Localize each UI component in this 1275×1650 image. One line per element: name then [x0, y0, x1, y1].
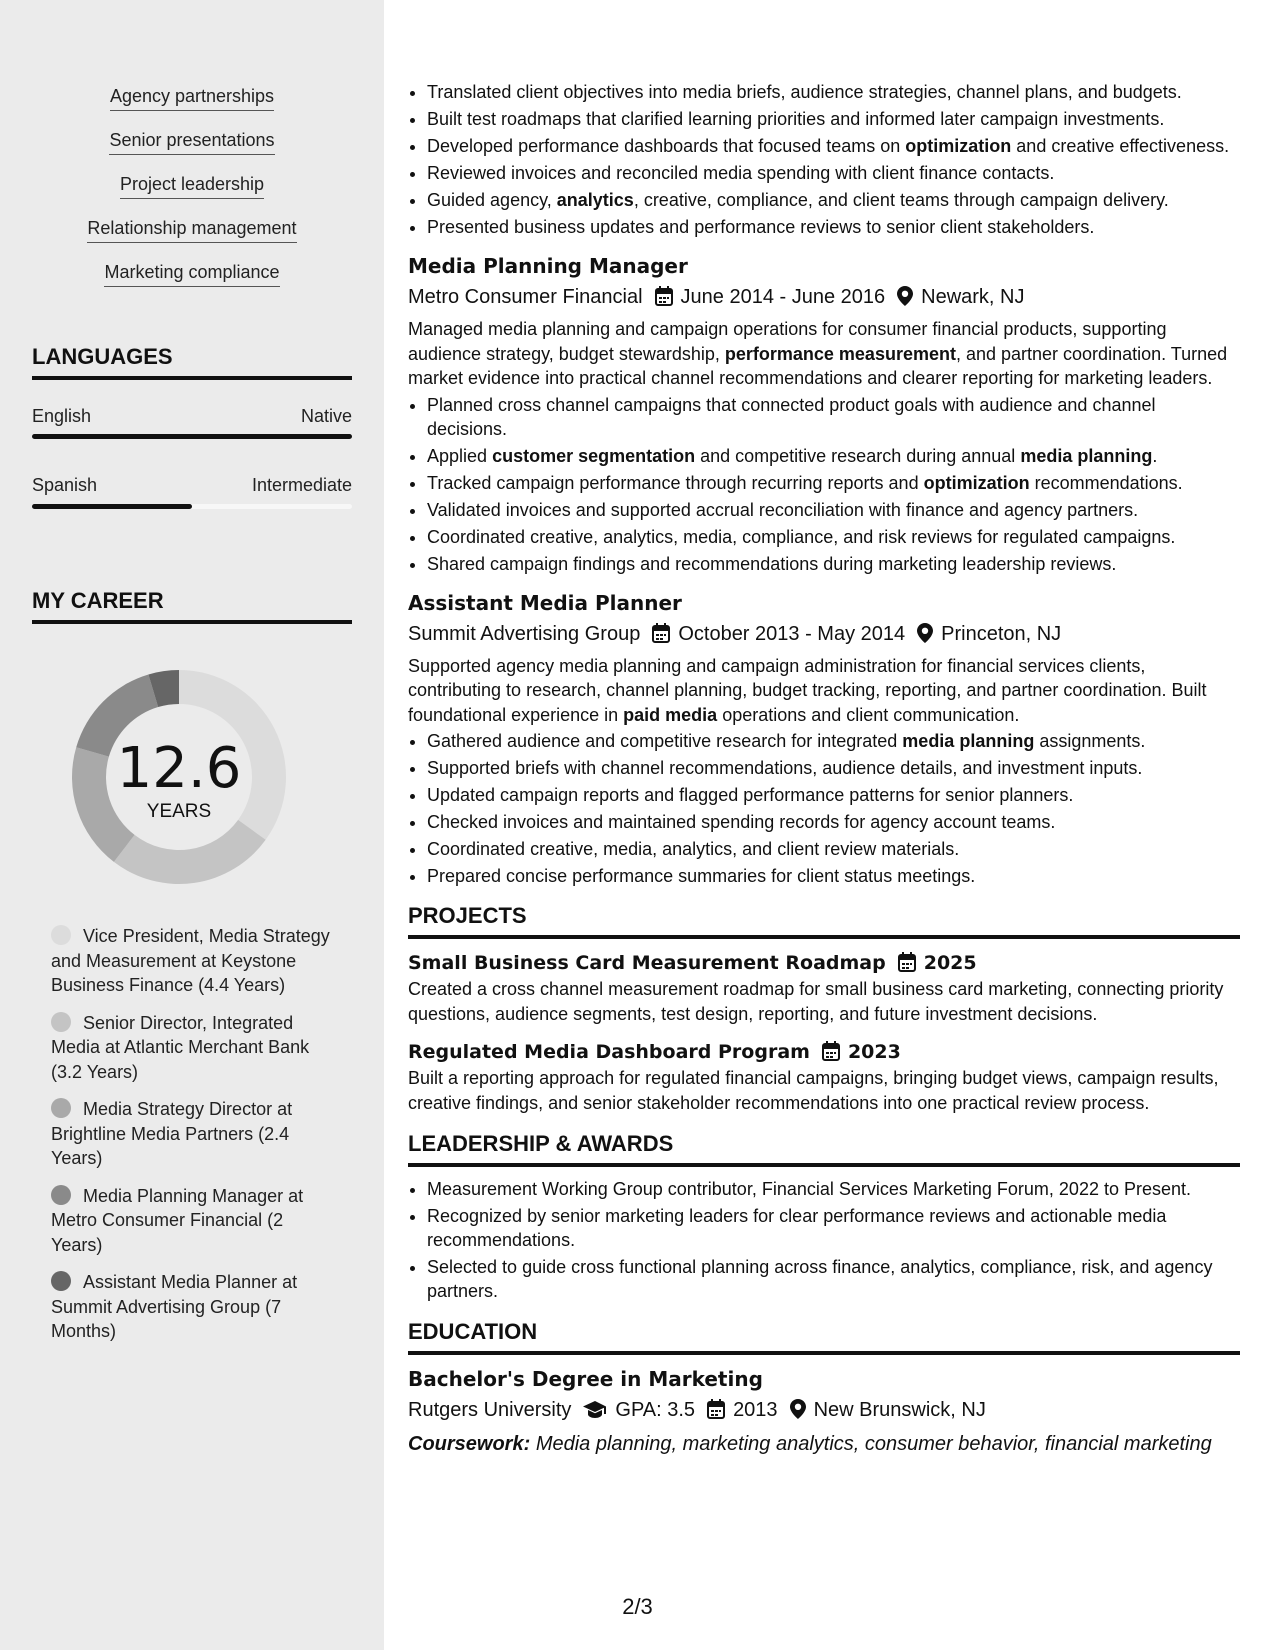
career-legend-item	[51, 1184, 331, 1258]
career-total-unit: YEARS	[146, 801, 212, 822]
project-description: Created a cross channel measurement roadmap for small business card marketing, connecting priority questions, audience segments, test design, reporting, and future investment decisions.	[408, 979, 1224, 1024]
school-name: Rutgers University	[408, 1399, 572, 1421]
language-bar	[32, 504, 352, 509]
career-legend-item	[51, 1270, 331, 1344]
skill-item: Marketing compliance	[104, 260, 279, 287]
calendar-icon	[655, 286, 673, 306]
career-legend-item	[51, 1097, 331, 1171]
job-title: Assistant Media Planner	[408, 590, 682, 615]
job-entry	[408, 252, 1240, 576]
calendar-icon	[652, 623, 670, 643]
school-location: New Brunswick, NJ	[813, 1399, 986, 1421]
education-heading: EDUCATION	[408, 1317, 1240, 1355]
career-legend-item	[51, 924, 331, 998]
coursework-list: Media planning, marketing analytics, consumer behavior, financial marketing	[535, 1433, 1212, 1455]
language-bar	[32, 434, 352, 439]
language-bar-fill	[32, 434, 352, 439]
map-pin-icon	[897, 286, 913, 306]
bullet-item: • Selected to guide cross functional planning across finance, analytics, compliance, risk, and agency partners.	[427, 1255, 1240, 1303]
job-bullets	[408, 393, 1240, 576]
project-entry	[408, 949, 1240, 1026]
project-year: 2023	[847, 1041, 901, 1063]
skill-item: Project leadership	[120, 172, 264, 199]
job-location: Newark, NJ	[921, 286, 1025, 308]
coursework	[408, 1430, 1240, 1458]
leadership-section	[408, 1129, 1240, 1303]
project-title-row	[408, 949, 1240, 977]
career-legend-label: Media Planning Manager at Metro Consumer Financial (2 Years)	[51, 1185, 304, 1255]
career-legend-label: Assistant Media Planner at Summit Advertising Group (7 Months)	[51, 1272, 298, 1341]
main-content	[408, 80, 1240, 1458]
job-meta	[408, 620, 1240, 648]
projects-heading: PROJECTS	[408, 901, 1240, 939]
leadership-heading: LEADERSHIP & AWARDS	[408, 1129, 1240, 1167]
job-dates: June 2014 - June 2016	[680, 286, 886, 308]
previous-job-bullets	[408, 80, 1240, 239]
job-meta	[408, 283, 1240, 311]
bullet-item: • Presented business updates and performance reviews to senior client stakeholders.	[427, 215, 1240, 239]
legend-dot	[51, 1271, 71, 1291]
legend-dot	[51, 1185, 71, 1205]
legend-dot	[51, 925, 71, 945]
job-summary: Supported agency media planning and campaign administration for financial services clients, contributing to research, channel planning, budget tracking, reporting, and partner coordination. Built foundational experience in paid media operations and client communication.	[408, 655, 1207, 725]
career-heading: MY CAREER	[32, 586, 352, 624]
bullet-item: • Coordinated creative, media, analytics, and client review materials.	[427, 837, 1240, 861]
bullet-item: • Built test roadmaps that clarified learning priorities and informed later campaign investments.	[427, 107, 1240, 131]
sidebar	[0, 0, 384, 1650]
bullet-item: • Reviewed invoices and reconciled media spending with client finance contacts.	[427, 161, 1240, 185]
language-row	[32, 404, 352, 428]
career-legend-label: Senior Director, Integrated Media at Atlantic Merchant Bank (3.2 Years)	[51, 1012, 310, 1082]
career-legend	[51, 924, 331, 1357]
career-legend-label: Vice President, Media Strategy and Measurement at Keystone Business Finance (4.4 Years)	[51, 926, 330, 995]
language-bar-fill	[32, 504, 192, 509]
bullet-item: • Checked invoices and maintained spending records for agency account teams.	[427, 810, 1240, 834]
career-legend-item	[51, 1011, 331, 1085]
job-bullets	[408, 729, 1240, 888]
project-title: Small Business Card Measurement Roadmap	[408, 952, 886, 974]
bullet-item: • Guided agency, analytics, creative, compliance, and client teams through campaign delivery.	[427, 188, 1240, 212]
map-pin-icon	[917, 623, 933, 643]
calendar-icon	[822, 1041, 840, 1061]
job-summary: Managed media planning and campaign operations for consumer financial products, supporting audience strategy, budget stewardship, performance measurement, and partner coordination. Turned market evidence into practical channel recommendations and clearer reporting for marketing leaders.	[408, 319, 1228, 388]
projects-section	[408, 901, 1240, 1115]
skills-list	[0, 84, 384, 304]
degree-title: Bachelor's Degree in Marketing	[408, 1367, 763, 1391]
page-number: 2/3	[622, 1594, 653, 1619]
career-total-value: 12.6	[116, 736, 242, 801]
donut-segment-2	[114, 820, 266, 884]
map-pin-icon	[790, 1399, 806, 1419]
bullet-item: • Gathered audience and competitive research for integrated media planning assignments.	[427, 729, 1240, 753]
language-level: Intermediate	[251, 475, 352, 495]
bullet-item: • Tracked campaign performance through recurring reports and optimization recommendations.	[427, 471, 1240, 495]
coursework-label: Coursework:	[408, 1433, 531, 1455]
project-title-row	[408, 1038, 1240, 1066]
graduation-year: 2013	[733, 1399, 778, 1421]
education-meta	[408, 1396, 1240, 1424]
job-title: Media Planning Manager	[408, 254, 688, 278]
bullet-item: • Shared campaign findings and recommendations during marketing leadership reviews.	[427, 552, 1240, 576]
skill-item: Senior presentations	[109, 128, 274, 155]
bullet-item: • Developed performance dashboards that focused teams on optimization and creative effectiveness.	[427, 134, 1240, 158]
career-donut-chart	[66, 664, 292, 890]
calendar-icon	[898, 952, 916, 972]
bullet-item: • Coordinated creative, analytics, media, compliance, and risk reviews for regulated campaigns.	[427, 525, 1240, 549]
graduation-cap-icon	[583, 1401, 607, 1419]
bullet-item: • Applied customer segmentation and competitive research during annual media planning.	[427, 444, 1240, 468]
bullet-item: • Measurement Working Group contributor, Financial Services Marketing Forum, 2022 to Present.	[427, 1177, 1240, 1201]
legend-dot	[51, 1098, 71, 1118]
job-dates: October 2013 - May 2014	[678, 622, 906, 645]
project-year: 2025	[923, 952, 977, 974]
languages-heading: LANGUAGES	[32, 342, 352, 380]
job-company: Summit Advertising Group	[408, 622, 641, 645]
bullet-item: • Prepared concise performance summaries for client status meetings.	[427, 864, 1240, 888]
gpa: GPA: 3.5	[615, 1399, 696, 1421]
language-row	[32, 473, 352, 497]
bullet-item: • Recognized by senior marketing leaders for clear performance reviews and actionable media recommendations.	[427, 1204, 1240, 1252]
job-location: Princeton, NJ	[941, 622, 1062, 645]
education-section	[408, 1317, 1240, 1458]
legend-dot	[51, 1012, 71, 1032]
career-legend-label: Media Strategy Director at Brightline Media Partners (2.4 Years)	[51, 1099, 293, 1168]
language-name: English	[32, 406, 92, 426]
language-name: Spanish	[32, 475, 98, 495]
bullet-item: • Translated client objectives into media briefs, audience strategies, channel plans, and budgets.	[427, 80, 1240, 104]
project-description: Built a reporting approach for regulated financial campaigns, bringing budget views, campaign results, creative findings, and senior stakeholder recommendations into one practical review process.	[408, 1068, 1219, 1113]
calendar-icon	[707, 1399, 725, 1419]
bullet-item: • Planned cross channel campaigns that connected product goals with audience and channel decisions.	[427, 393, 1240, 441]
leadership-bullets	[408, 1177, 1240, 1303]
job-entry	[408, 589, 1240, 889]
job-company: Metro Consumer Financial	[408, 286, 643, 308]
skill-item: Agency partnerships	[110, 84, 274, 111]
skill-item: Relationship management	[87, 216, 296, 243]
language-level: Native	[300, 406, 352, 426]
bullet-item: • Updated campaign reports and flagged performance patterns for senior planners.	[427, 783, 1240, 807]
bullet-item: • Validated invoices and supported accrual reconciliation with finance and agency partners.	[427, 498, 1240, 522]
bullet-item: • Supported briefs with channel recommendations, audience details, and investment inputs.	[427, 756, 1240, 780]
project-title: Regulated Media Dashboard Program	[408, 1041, 810, 1063]
project-entry	[408, 1038, 1240, 1115]
